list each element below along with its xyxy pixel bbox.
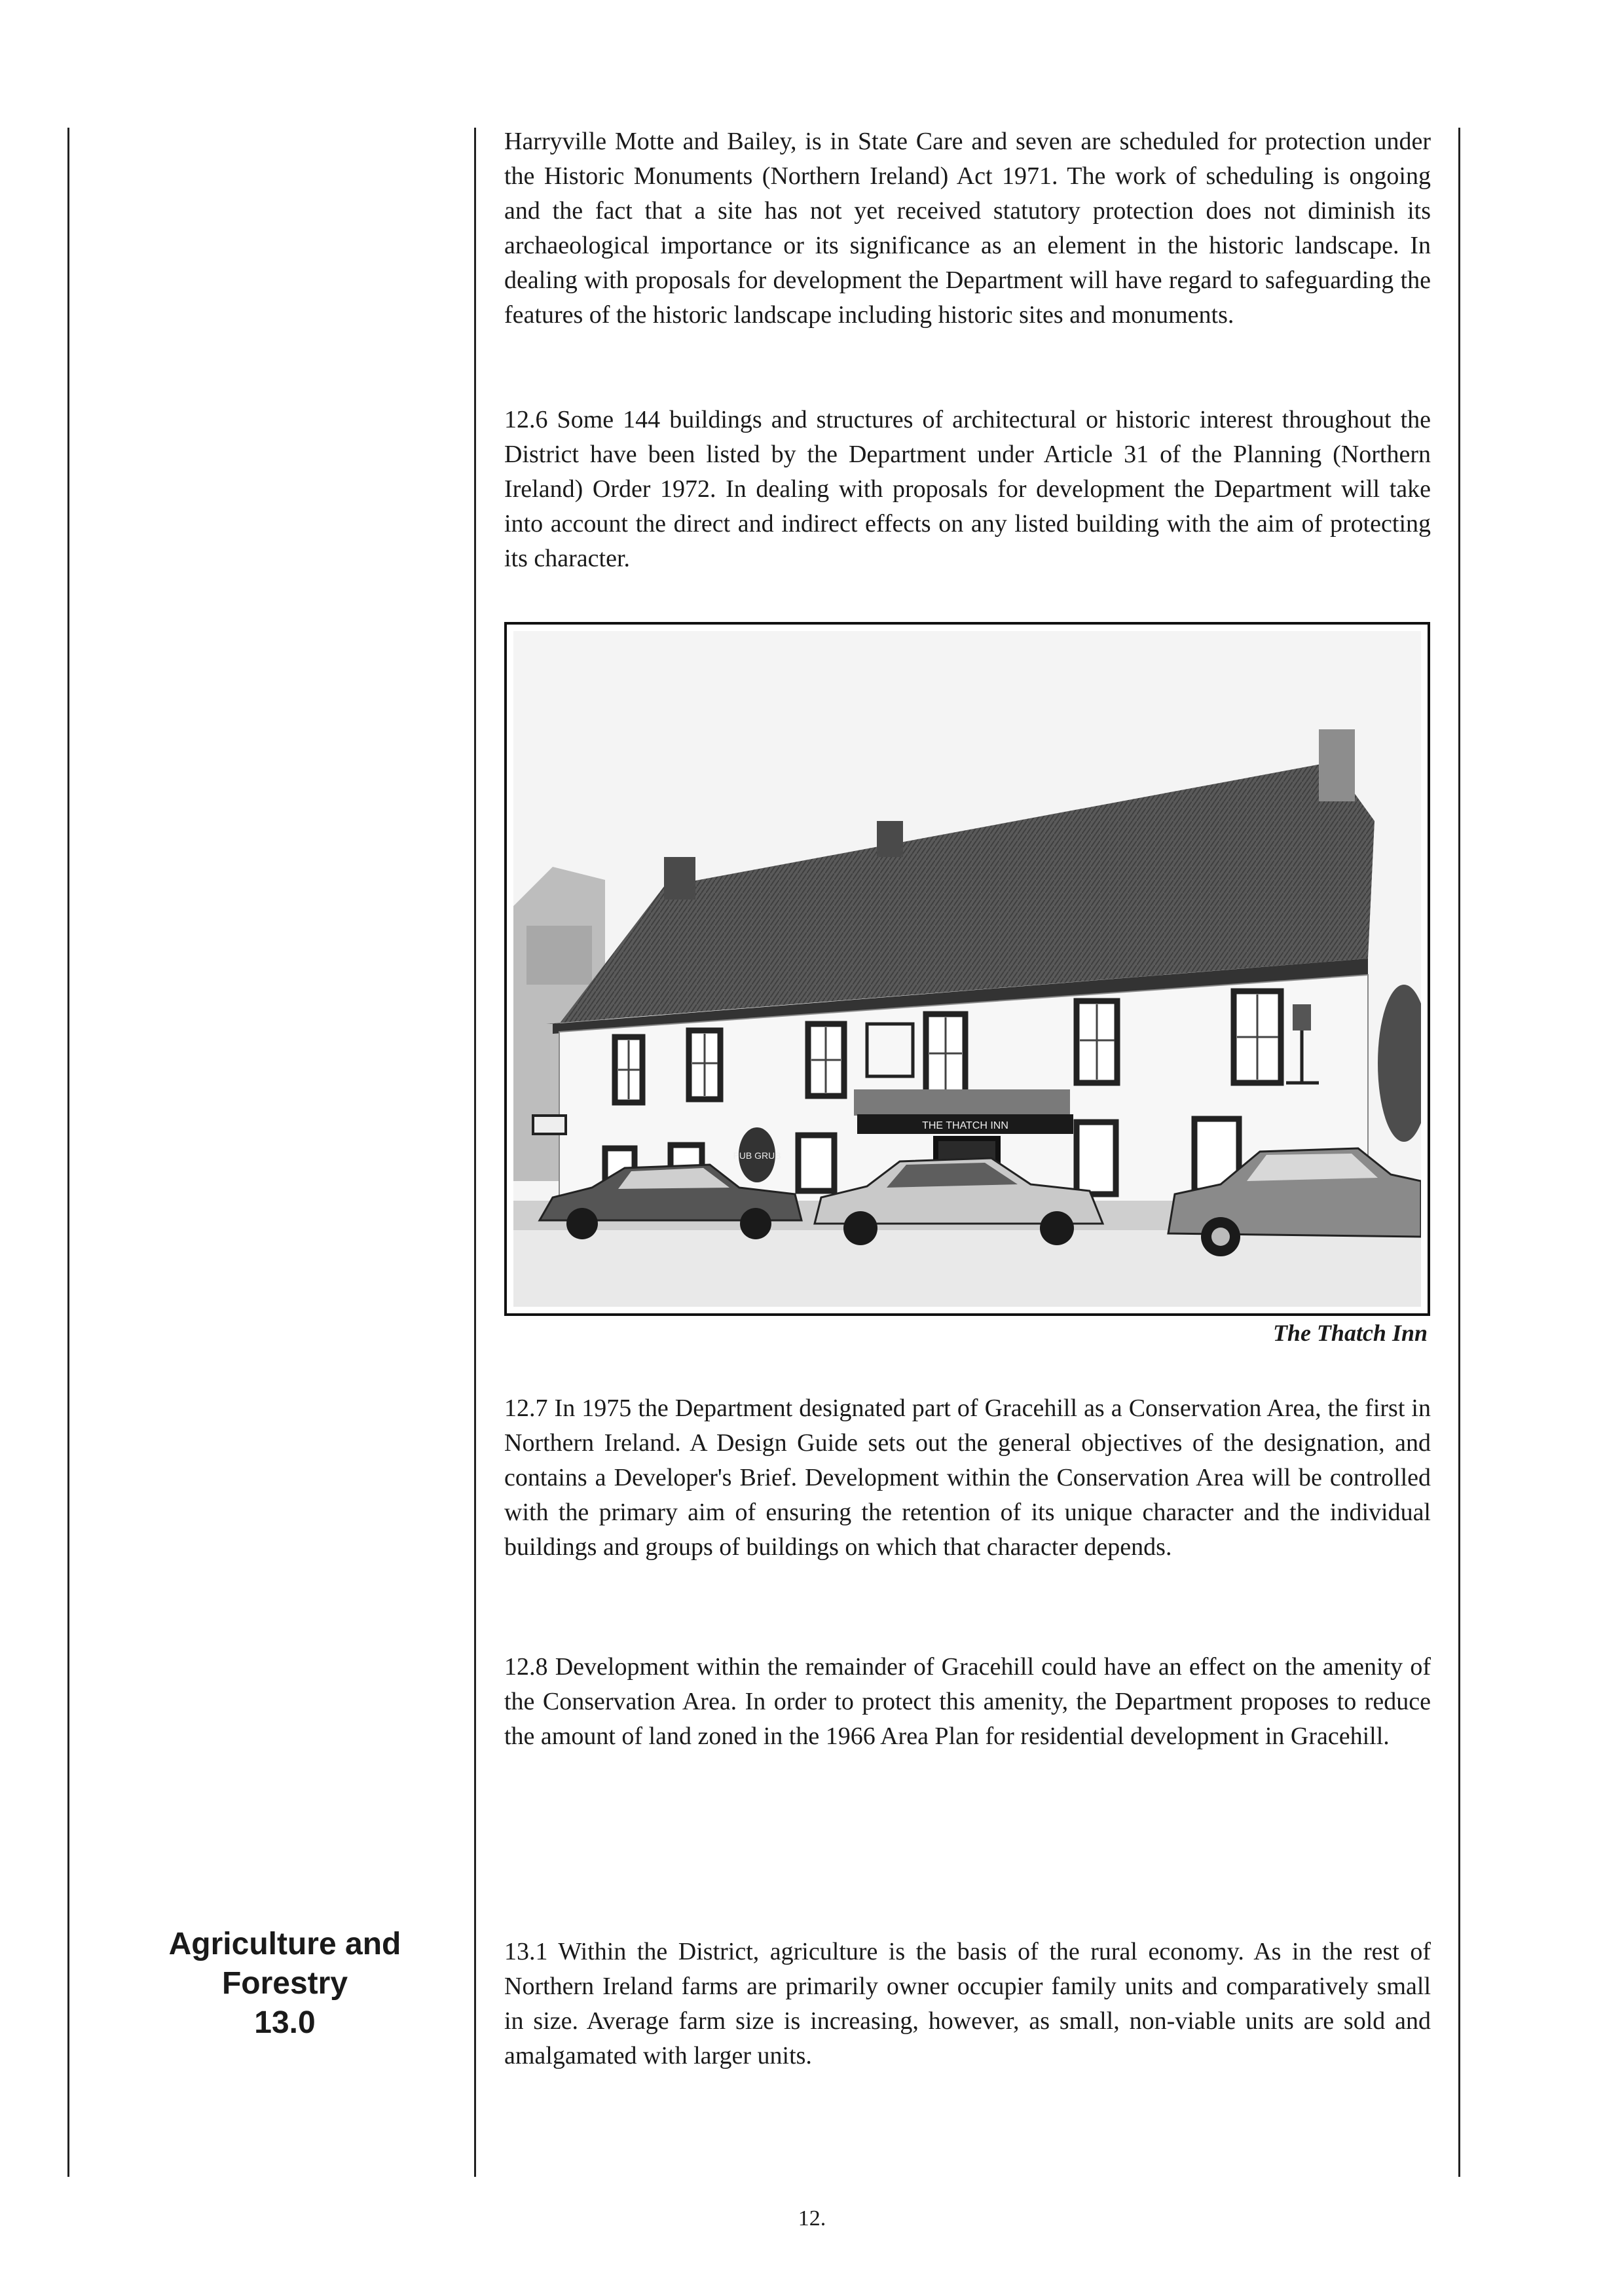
section-heading-line-1: Agriculture and bbox=[168, 1927, 401, 1961]
thatch-inn-photo bbox=[504, 622, 1430, 1316]
page-number: 12. bbox=[798, 2206, 826, 2231]
paragraph-13-1: 13.1 Within the District, agriculture is the basis of the rural economy. As in the rest of Northern Ireland farms are primarily owner occupier family units and comparatively small in size. Average farm size is increasing, however, as small, non-viable units are sold and amalgamated with larger units. bbox=[504, 1938, 1431, 2069]
paragraph-12-5-continued: Harryville Motte and Bailey, is in State Care and seven are scheduled for protection under the Historic Monuments (Northern Ireland) Act 1971. The work of scheduling is ongoing and the fact that a site has not yet received statutory protection does not diminish its archaeological importance or its significance as an element in the historic landscape. In dealing with proposals for development the Department will have regard to safeguarding the features of the historic landscape including historic sites and monuments. bbox=[504, 128, 1431, 329]
section-heading-agriculture bbox=[131, 1925, 439, 2043]
paragraph-12-7: 12.7 In 1975 the Department designated part of Gracehill as a Conservation Area, the first in Northern Ireland. A Design Guide sets out the general objectives of the designation, and contains a Developer's Brief. Development within the Conservation Area will be controlled with the primary aim of ensuring the retention of its unique character and the individual buildings and groups of buildings on which that character depends. bbox=[504, 1394, 1431, 1561]
paragraph-12-8: 12.8 Development within the remainder of Gracehill could have an effect on the amenity of the Conservation Area. In order to protect this amenity, the Department proposes to reduce the amount of land zoned in the 1966 Area Plan for residential development in Gracehill. bbox=[504, 1653, 1431, 1750]
pub-grub-sign: PUB GRUB bbox=[733, 1150, 781, 1161]
left-margin-rule bbox=[67, 128, 69, 2177]
paragraph-12-6: 12.6 Some 144 buildings and structures of architectural or historic interest throughout the District have been listed by the Department under Article 31 of the Planning (Northern Ireland) Order 1972. In dealing with proposals for development the Department will take into account the direct and indirect effects on any listed building with the aim of protecting its character. bbox=[504, 406, 1431, 572]
section-number: 13.0 bbox=[254, 2005, 316, 2040]
thatch-inn-illustration bbox=[513, 631, 1421, 1307]
section-heading-line-2: Forestry bbox=[221, 1966, 348, 2001]
column-divider-rule bbox=[474, 128, 476, 2177]
inn-sign-text: THE THATCH INN bbox=[922, 1120, 1008, 1131]
photo-caption: The Thatch Inn bbox=[1272, 1320, 1428, 1346]
right-margin-rule bbox=[1458, 128, 1460, 2177]
